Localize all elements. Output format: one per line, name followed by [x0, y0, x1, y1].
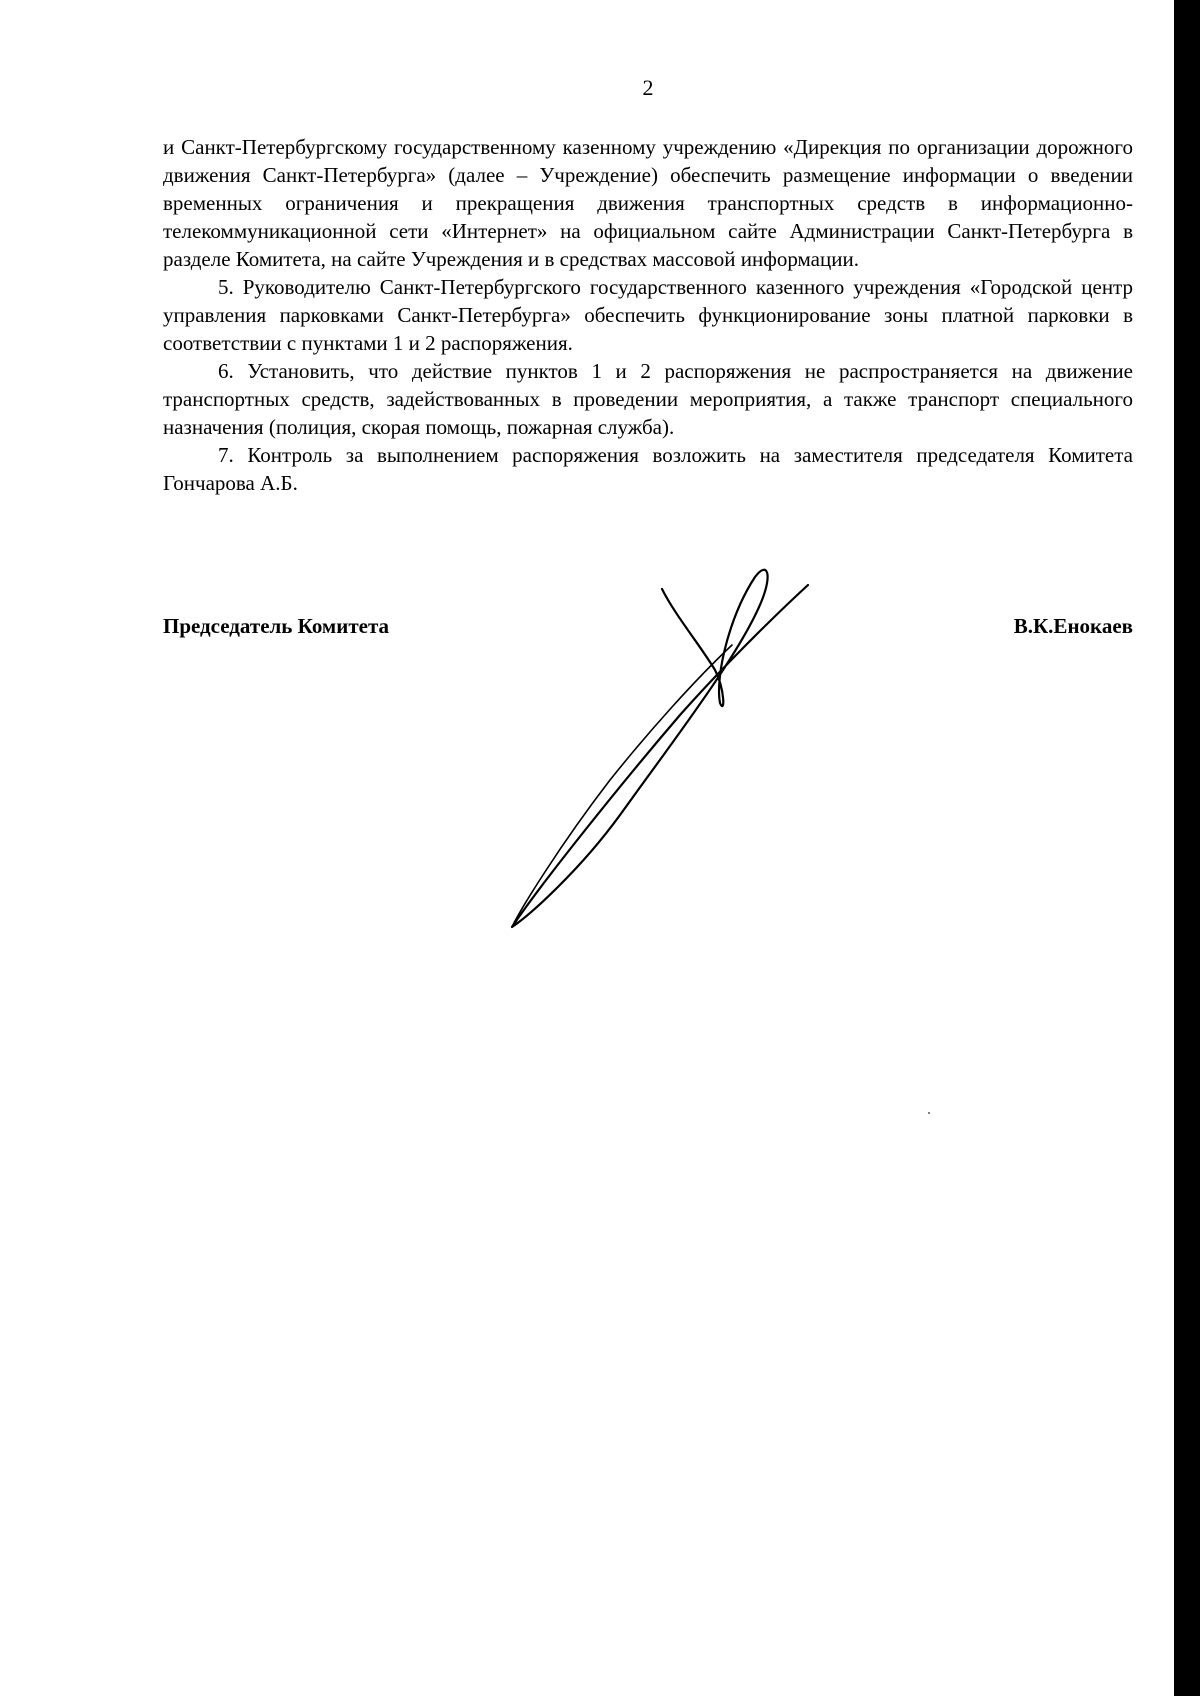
signatory-title: Председатель Комитета	[163, 614, 390, 638]
handwritten-signature	[500, 555, 820, 935]
paragraph-continuation: и Санкт-Петербургскому государственному казенному учреждению «Дирекция по организации дорожного движения Санкт-Петербурга» (далее – Учреждение) обеспечить размещение информации о введении временных ограничения и прекращения движения транспортных средств в информационно-телекоммуникационной сети «Интернет» на официальном сайте Администрации Санкт-Петербурга в разделе Комитета, на сайте Учреждения и в средствах массовой информации.	[163, 135, 1133, 271]
document-body	[163, 133, 1133, 497]
scan-speck	[928, 1112, 930, 1114]
paragraph-item-5: 5. Руководителю Санкт-Петербургского государственного казенного учреждения «Городской центр управления парковками Санкт-Петербурга» обеспечить функционирование зоны платной парковки в соответствии с пунктами 1 и 2 распоряжения.	[163, 275, 1133, 355]
page-number: 2	[642, 75, 654, 100]
scan-dark-edge	[1174, 0, 1200, 1696]
paragraph-item-7: 7. Контроль за выполнением распоряжения возложить на заместителя председателя Комитета Гончарова А.Б.	[163, 443, 1133, 495]
signatory-name: В.К.Енокаев	[1013, 614, 1133, 638]
paragraph-item-6: 6. Установить, что действие пунктов 1 и 2 распоряжения не распространяется на движение транспортных средств, задействованных в проведении мероприятия, а также транспорт специального назначения (полиция, скорая помощь, пожарная служба).	[163, 359, 1133, 439]
